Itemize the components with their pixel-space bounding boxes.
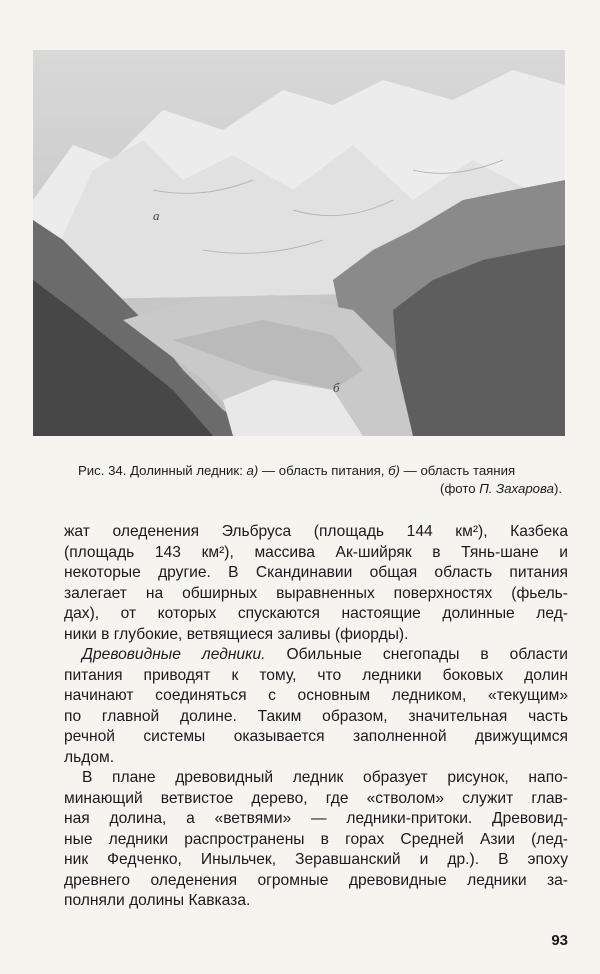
page-number: 93 — [551, 932, 568, 949]
text-line: (площадь 143 км²), массива Ак-шийряк в Тянь-шане и — [64, 543, 568, 561]
text-line: льдом. — [64, 748, 115, 766]
text-line: минающий ветвистое дерево, где «стволом» служит глав- — [64, 789, 568, 807]
caption-line-1 — [78, 462, 562, 480]
text-line: ная долина, а «ветвями» — ледники-притоки. Древовид- — [64, 810, 568, 827]
paragraph-2 — [64, 645, 568, 768]
text-line: жат оледенения Эльбруса (площадь 144 км²), Казбека — [64, 523, 568, 540]
figure-label-b: б — [333, 380, 340, 395]
text-line: речной системы оказывается заполненной движущимся — [64, 728, 568, 745]
text-line: древнего оледенения огромные древовидные ледники за- — [64, 871, 568, 889]
text-line: ники в глубокие, ветвящиеся заливы (фиорды). — [64, 625, 409, 643]
text-line: дах), от которых спускаются настоящие долинные лед- — [64, 605, 568, 622]
text-line: по главной долине. Таким образом, значительная часть — [64, 707, 568, 725]
text-line: питания приводят к тому, что ледники боковых долин — [64, 666, 568, 684]
text-line: залегает на обширных выравненных поверхностях (фьель- — [64, 584, 568, 602]
caption-end: — область таяния — [399, 463, 516, 478]
caption-photo-prefix: (фото — [440, 481, 480, 496]
caption-line-2 — [78, 480, 562, 498]
heading-rest: Обильные снегопады в области — [265, 646, 568, 663]
text-line: ник Федченко, Иныльчек, Зеравшанский и др.). В эпоху — [64, 851, 568, 868]
text-line: ные ледники распространены в горах Средней Азии (лед- — [64, 830, 568, 848]
body-text — [64, 522, 568, 912]
glacier-photo — [33, 50, 565, 436]
text-line: некоторые другие. В Скандинавии общая область питания — [64, 564, 568, 581]
paragraph-3 — [64, 768, 568, 912]
text-line: начинают соединяться с основным ледником, «текущим» — [64, 687, 568, 704]
figure-caption — [78, 462, 562, 498]
text-line: полняли долины Кавказа. — [64, 892, 251, 909]
figure-label-a: а — [153, 208, 160, 223]
caption-photo-suffix: ). — [553, 481, 562, 496]
caption-mid: — область питания, — [258, 463, 389, 478]
text-line: В плане древовидный ледник образует рисунок, напо- — [82, 769, 568, 786]
caption-prefix: Рис. 34. Долинный ледник: — [78, 463, 247, 478]
text-line — [64, 645, 568, 666]
section-heading: Древовидные ледники. — [82, 646, 266, 663]
caption-a: а) — [246, 463, 259, 478]
caption-b: б) — [388, 463, 400, 478]
paragraph-1 — [64, 522, 568, 645]
caption-photo-author: П. Захарова — [479, 481, 554, 496]
